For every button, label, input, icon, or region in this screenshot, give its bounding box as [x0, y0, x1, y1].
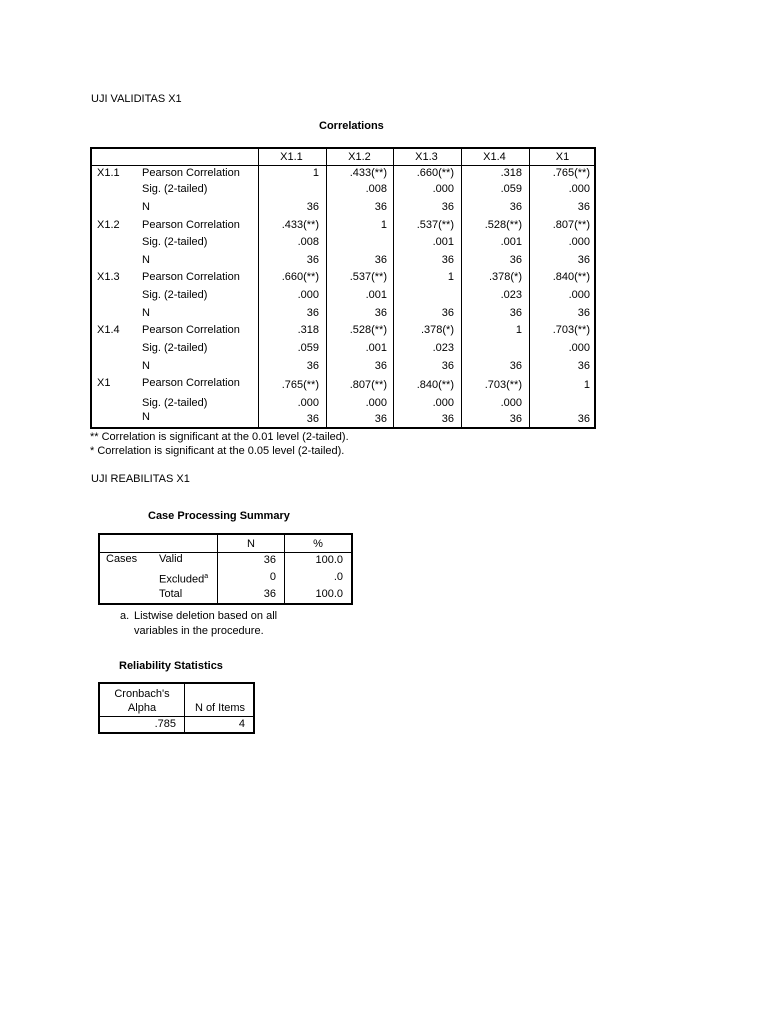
- total-n: 36: [263, 588, 276, 600]
- table-cell: 36: [577, 254, 590, 266]
- variable-label: X1.4: [97, 324, 120, 336]
- table-cell: 36: [509, 413, 522, 425]
- table-cell: .023: [500, 289, 522, 301]
- header-cronbach-line1: Cronbach's: [114, 688, 170, 700]
- table-cell: 36: [577, 360, 590, 372]
- statistic-label: N: [142, 254, 150, 266]
- table-cell: .000: [500, 397, 522, 409]
- table-cell: 36: [577, 413, 590, 425]
- table-cell: .000: [297, 289, 319, 301]
- statistic-label: N: [142, 307, 150, 319]
- statistic-label: Pearson Correlation: [142, 377, 240, 389]
- column-header: X1.1: [280, 151, 303, 163]
- table-cell: .008: [365, 183, 387, 195]
- correlations-title: Correlations: [319, 120, 384, 132]
- table-cell: .765(**): [552, 167, 590, 179]
- variable-label: X1: [97, 377, 111, 389]
- table-cell: 36: [577, 201, 590, 213]
- column-header: X1: [555, 151, 570, 163]
- variable-label: X1.3: [97, 271, 120, 283]
- variable-label: X1.1: [97, 167, 120, 179]
- statistic-label: Sig. (2-tailed): [142, 183, 208, 195]
- table-cell: .001: [365, 342, 387, 354]
- table-cell: .528(**): [349, 324, 387, 336]
- table-cell: .433(**): [281, 219, 319, 231]
- table-cell: .001: [500, 236, 522, 248]
- table-cell: .001: [365, 289, 387, 301]
- table-cell: .660(**): [281, 271, 319, 283]
- table-cell: 36: [374, 307, 387, 319]
- table-cell: 36: [509, 360, 522, 372]
- table-cell: .537(**): [416, 219, 454, 231]
- cases-label: Cases: [106, 553, 138, 565]
- table-cell: .703(**): [484, 379, 522, 391]
- table-cell: .000: [568, 289, 590, 301]
- row-label-total: Total: [159, 588, 183, 600]
- table-cell: 36: [509, 254, 522, 266]
- column-header: X1.3: [415, 151, 438, 163]
- column-header: X1.4: [483, 151, 506, 163]
- statistic-label: N: [142, 360, 150, 372]
- table-cell: 1: [583, 379, 590, 391]
- table-cell: 1: [380, 219, 387, 231]
- table-cell: .807(**): [349, 379, 387, 391]
- alpha-value: .785: [154, 718, 176, 730]
- table-cell: 36: [374, 201, 387, 213]
- valid-n: 36: [263, 554, 276, 566]
- table-cell: .703(**): [552, 324, 590, 336]
- statistic-label: Pearson Correlation: [142, 271, 240, 283]
- case-processing-summary-table: [98, 533, 353, 605]
- table-cell: .840(**): [552, 271, 590, 283]
- table-cell: .000: [568, 342, 590, 354]
- statistic-label: Sig. (2-tailed): [142, 397, 208, 409]
- header-divider: [92, 165, 594, 166]
- table-cell: 36: [441, 201, 454, 213]
- table-cell: .000: [432, 397, 454, 409]
- header-n-of-items: N of Items: [194, 702, 246, 714]
- table-cell: .001: [432, 236, 454, 248]
- header-cronbach-line2: Alpha: [127, 702, 157, 714]
- reliability-title: Reliability Statistics: [119, 660, 223, 672]
- case-summary-title: Case Processing Summary: [148, 510, 290, 522]
- table-cell: .528(**): [484, 219, 522, 231]
- table-cell: 36: [509, 307, 522, 319]
- table-cell: .433(**): [349, 167, 387, 179]
- table-cell: .318: [297, 324, 319, 336]
- table-cell: .765(**): [281, 379, 319, 391]
- section-heading-reliability: UJI REABILITAS X1: [91, 473, 190, 485]
- table-cell: 36: [374, 413, 387, 425]
- table-cell: .000: [568, 183, 590, 195]
- statistic-label: Pearson Correlation: [142, 219, 240, 231]
- row-label-excluded: [159, 570, 208, 587]
- table-cell: 36: [306, 413, 319, 425]
- case-footnote-line2: variables in the procedure.: [134, 625, 264, 637]
- table-cell: 36: [577, 307, 590, 319]
- table-cell: .660(**): [416, 167, 454, 179]
- table-cell: 36: [441, 307, 454, 319]
- table-cell: .023: [432, 342, 454, 354]
- table-cell: 36: [306, 307, 319, 319]
- statistic-label: N: [142, 201, 150, 213]
- header-percent: %: [313, 538, 323, 550]
- excluded-label: Excluded: [159, 573, 205, 586]
- statistic-label: Pearson Correlation: [142, 167, 240, 179]
- table-cell: 1: [312, 167, 319, 179]
- variable-label: X1.2: [97, 219, 120, 231]
- table-cell: 36: [509, 201, 522, 213]
- statistic-label: Sig. (2-tailed): [142, 236, 208, 248]
- table-cell: 36: [441, 360, 454, 372]
- table-cell: 36: [441, 413, 454, 425]
- excluded-percent: .0: [333, 571, 343, 583]
- row-label-valid: Valid: [159, 553, 183, 565]
- excluded-n: 0: [269, 571, 276, 583]
- statistic-label: Sig. (2-tailed): [142, 342, 208, 354]
- correlations-table: [90, 147, 596, 429]
- table-cell: .000: [568, 236, 590, 248]
- statistic-label: N: [142, 411, 150, 423]
- column-header: X1.2: [348, 151, 371, 163]
- table-cell: 36: [374, 360, 387, 372]
- table-cell: .000: [432, 183, 454, 195]
- excluded-footnote-marker: a: [204, 573, 209, 580]
- statistic-label: Pearson Correlation: [142, 324, 240, 336]
- section-heading-validity: UJI VALIDITAS X1: [91, 93, 182, 105]
- table-cell: .000: [297, 397, 319, 409]
- table-cell: 36: [306, 201, 319, 213]
- valid-percent: 100.0: [315, 554, 343, 566]
- reliability-statistics-table: [98, 682, 255, 734]
- table-cell: 1: [447, 271, 454, 283]
- table-cell: 36: [374, 254, 387, 266]
- footnote-significance-005: * Correlation is significant at the 0.05 level (2-tailed).: [90, 445, 345, 457]
- table-cell: .378(*): [488, 271, 522, 283]
- statistic-label: Sig. (2-tailed): [142, 289, 208, 301]
- table-cell: .059: [500, 183, 522, 195]
- table-cell: .840(**): [416, 379, 454, 391]
- items-value: 4: [238, 718, 245, 730]
- table-cell: 36: [306, 254, 319, 266]
- case-footnote-line1: Listwise deletion based on all: [134, 610, 278, 622]
- table-cell: .378(*): [420, 324, 454, 336]
- total-percent: 100.0: [315, 588, 343, 600]
- table-cell: .318: [500, 167, 522, 179]
- table-cell: 1: [515, 324, 522, 336]
- case-footnote-marker: a.: [120, 610, 130, 622]
- header-n: N: [247, 538, 255, 550]
- table-cell: 36: [306, 360, 319, 372]
- table-cell: .807(**): [552, 219, 590, 231]
- table-cell: .537(**): [349, 271, 387, 283]
- table-cell: .059: [297, 342, 319, 354]
- table-cell: .000: [365, 397, 387, 409]
- table-cell: .008: [297, 236, 319, 248]
- footnote-significance-001: ** Correlation is significant at the 0.01 level (2-tailed).: [90, 431, 349, 443]
- table-cell: 36: [441, 254, 454, 266]
